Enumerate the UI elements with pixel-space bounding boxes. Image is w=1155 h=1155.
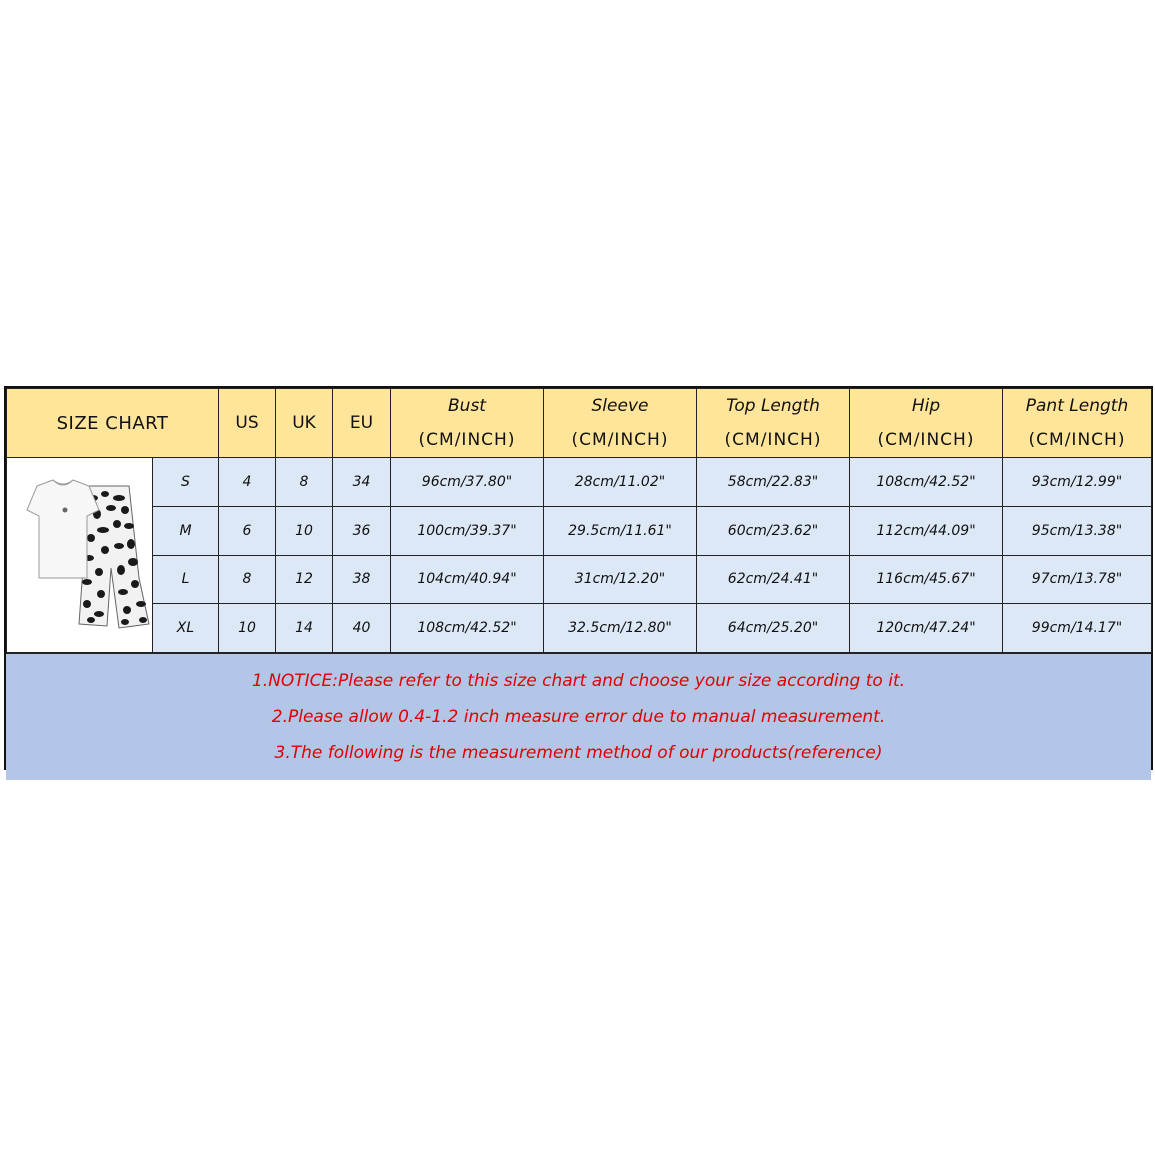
size-label: XL (153, 604, 219, 653)
top-length-value: 58cm/22.83" (697, 458, 850, 507)
bust-label: Bust (448, 396, 486, 416)
hip-header (850, 389, 1003, 458)
notice-line-3: 3.The following is the measurement method of our products(reference) (274, 743, 883, 763)
top-length-label: Top Length (726, 396, 820, 416)
table-row (7, 604, 1152, 653)
pant-length-header (1003, 389, 1152, 458)
hip-value: 120cm/47.24" (850, 604, 1003, 653)
bust-value: 108cm/42.52" (391, 604, 544, 653)
table-row (7, 555, 1152, 604)
table-row (7, 506, 1152, 555)
size-chart (4, 386, 1153, 770)
uk-value: 8 (276, 458, 333, 507)
pant-length-unit: (CM/INCH) (1028, 430, 1126, 450)
us-value: 6 (219, 506, 276, 555)
hip-unit: (CM/INCH) (877, 430, 975, 450)
size-label: S (153, 458, 219, 507)
uk-value: 14 (276, 604, 333, 653)
uk-value: 10 (276, 506, 333, 555)
top-length-value: 60cm/23.62" (697, 506, 850, 555)
hip-value: 116cm/45.67" (850, 555, 1003, 604)
us-header: US (219, 389, 276, 458)
size-chart-title: SIZE CHART (7, 389, 219, 458)
sleeve-value: 28cm/11.02" (544, 458, 697, 507)
hip-label: Hip (911, 396, 941, 416)
pant-length-value: 99cm/14.17" (1003, 604, 1152, 653)
eu-value: 36 (333, 506, 391, 555)
top-length-header (697, 389, 850, 458)
pant-length-value: 93cm/12.99" (1003, 458, 1152, 507)
uk-value: 12 (276, 555, 333, 604)
bust-header (391, 389, 544, 458)
size-label: L (153, 555, 219, 604)
sleeve-value: 32.5cm/12.80" (544, 604, 697, 653)
sleeve-value: 29.5cm/11.61" (544, 506, 697, 555)
pant-length-value: 97cm/13.78" (1003, 555, 1152, 604)
pant-length-value: 95cm/13.38" (1003, 506, 1152, 555)
notice-line-2: 2.Please allow 0.4-1.2 inch measure error due to manual measurement. (271, 707, 886, 727)
top-length-unit: (CM/INCH) (724, 430, 822, 450)
table-row (7, 458, 1152, 507)
header-row (7, 389, 1152, 458)
bust-unit: (CM/INCH) (418, 430, 516, 450)
product-image (7, 458, 153, 653)
top-length-value: 62cm/24.41" (697, 555, 850, 604)
sleeve-value: 31cm/12.20" (544, 555, 697, 604)
hip-value: 108cm/42.52" (850, 458, 1003, 507)
pant-length-label: Pant Length (1025, 396, 1129, 416)
size-label: M (153, 506, 219, 555)
product-image-icon (7, 458, 153, 648)
top-length-value: 64cm/25.20" (697, 604, 850, 653)
us-value: 10 (219, 604, 276, 653)
notice-area (6, 653, 1151, 780)
sleeve-label: Sleeve (591, 396, 649, 416)
eu-value: 34 (333, 458, 391, 507)
eu-value: 40 (333, 604, 391, 653)
eu-header: EU (333, 389, 391, 458)
sleeve-header (544, 389, 697, 458)
us-value: 4 (219, 458, 276, 507)
bust-value: 96cm/37.80" (391, 458, 544, 507)
notice-line-1: 1.NOTICE:Please refer to this size chart and choose your size according to it. (251, 671, 906, 691)
hip-value: 112cm/44.09" (850, 506, 1003, 555)
uk-header: UK (276, 389, 333, 458)
bust-value: 104cm/40.94" (391, 555, 544, 604)
size-table (6, 388, 1152, 653)
us-value: 8 (219, 555, 276, 604)
eu-value: 38 (333, 555, 391, 604)
sleeve-unit: (CM/INCH) (571, 430, 669, 450)
bust-value: 100cm/39.37" (391, 506, 544, 555)
